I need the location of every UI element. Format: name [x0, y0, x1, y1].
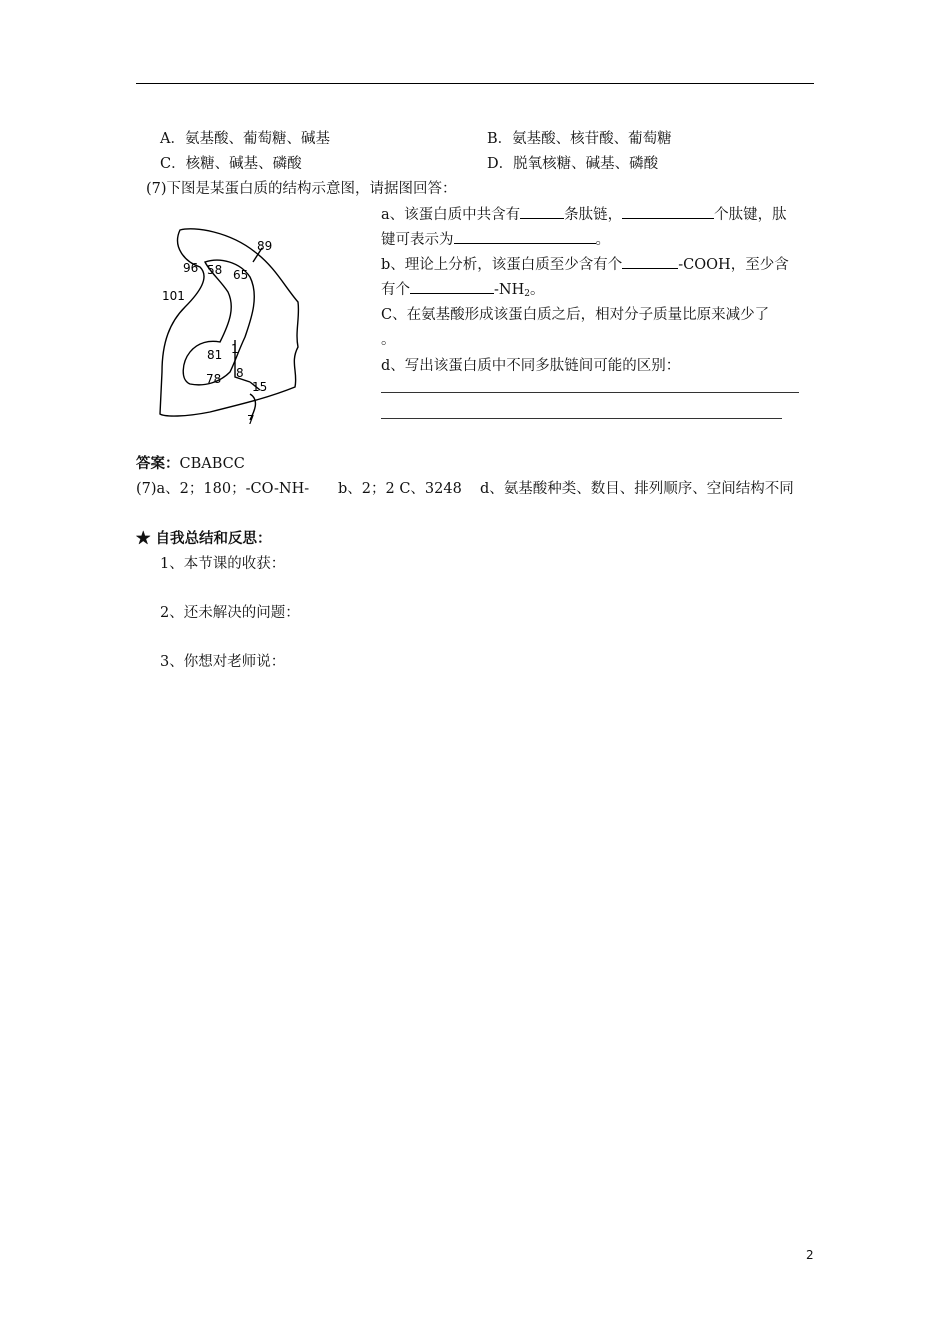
reflection-item-2: 2、还未解决的问题： — [160, 605, 300, 621]
question-a-line1: a、该蛋白质中共含有 条肽链， 个肽键，肽 — [381, 203, 787, 224]
figure-label-96: 96 — [183, 261, 199, 275]
page-number: 2 — [806, 1248, 814, 1262]
option-a: A．氨基酸、葡萄糖、碱基 — [160, 131, 330, 147]
question-c-line1: C、在氨基酸形成该蛋白质之后，相对分子质量比原来减少了 — [381, 307, 770, 323]
figure-label-8: 8 — [236, 366, 244, 380]
figure-label-89: 89 — [257, 239, 273, 253]
figure-label-7: 7 — [247, 413, 255, 427]
figure-label-78: 78 — [206, 372, 222, 386]
header-rule — [136, 83, 814, 84]
blank-bond-count[interactable] — [622, 204, 714, 219]
blank-cooh-count[interactable] — [622, 254, 678, 269]
answer-line1 — [136, 452, 245, 473]
blank-chain-count[interactable] — [520, 204, 564, 219]
answer-7d: d、氨基酸种类、数目、排列顺序、空间结构不同 — [480, 481, 794, 497]
question-d-line: d、写出该蛋白质中不同多肽链间可能的区别： — [381, 358, 681, 374]
option-b: B．氨基酸、核苷酸、葡萄糖 — [487, 131, 672, 147]
option-c: C．核糖、碱基、磷酸 — [160, 156, 302, 172]
figure-label-58: 58 — [207, 263, 223, 277]
question-c-line2: 。 — [381, 332, 396, 348]
figure-label-65: 65 — [233, 268, 249, 282]
blank-bond-formula[interactable] — [454, 229, 596, 244]
answer-value: CBABCC — [179, 456, 245, 472]
protein-structure-figure — [150, 222, 320, 432]
outer-chain-path — [160, 229, 298, 416]
answer-7a: (7)a、2；180；-CO-NH- — [136, 481, 310, 497]
question-b-line1: b、理论上分析，该蛋白质至少含有个 -COOH，至少含 — [381, 253, 789, 274]
question-b-line2: 有个 $-NH_2$。 — [381, 278, 544, 299]
answer-line-1[interactable] — [381, 392, 799, 393]
option-d: D．脱氧核糖、碱基、磷酸 — [487, 156, 659, 172]
blank-nh2-count[interactable] — [410, 279, 494, 294]
reflection-heading: ★ 自我总结和反思： — [136, 530, 272, 547]
figure-label-101: 101 — [162, 289, 185, 303]
question-a-line2: 键可表示为 。 — [381, 228, 610, 249]
reflection-item-3: 3、你想对老师说： — [160, 654, 286, 670]
answer-7b: b、2；2 C、3248 — [338, 481, 462, 497]
figure-label-15: 15 — [252, 380, 268, 394]
answer-line-2[interactable] — [381, 418, 782, 419]
figure-label-1: 1 — [231, 342, 239, 356]
answer-label: 答案： — [136, 455, 180, 472]
question-7-stem: (7)下图是某蛋白质的结构示意图，请据图回答： — [146, 181, 457, 197]
figure-label-81: 81 — [207, 348, 223, 362]
reflection-item-1: 1、本节课的收获： — [160, 556, 286, 572]
